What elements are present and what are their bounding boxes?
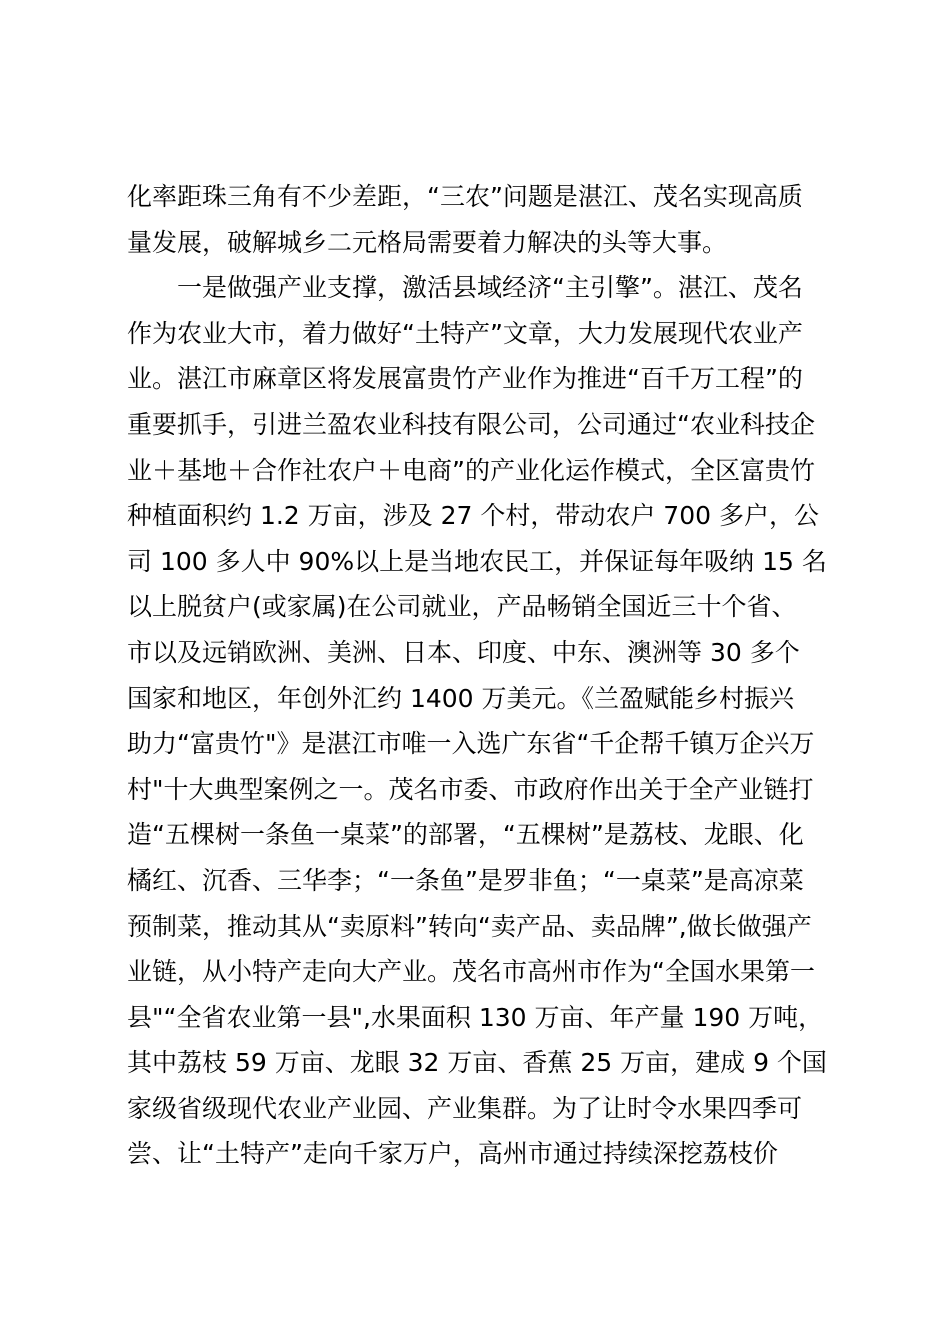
text-line: 业＋基地＋合作社农户＋电商”的产业化运作模式，全区富贵竹 (127, 455, 815, 485)
text-line: 市以及远销欧洲、美洲、日本、印度、中东、澳洲等 30 多个 (127, 637, 800, 667)
text-line: 司 100 多人中 90%以上是当地农民工，并保证每年吸纳 15 名 (127, 546, 827, 576)
text-line: 业。湛江市麻章区将发展富贵竹产业作为推进“百千万工程”的 (127, 364, 803, 394)
text-line: 作为农业大市，着力做好“土特产”文章，大力发展现代农业产 (127, 318, 803, 348)
text-line: 其中荔枝 59 万亩、龙眼 32 万亩、香蕉 25 万亩，建成 9 个国 (127, 1048, 827, 1078)
text-line: 村"十大典型案例之一。茂名市委、市政府作出关于全产业链打 (127, 774, 814, 804)
text-line: 县"“全省农业第一县",水果面积 130 万亩、年产量 190 万吨， (127, 1002, 824, 1032)
text-line: 造“五棵树一条鱼一桌菜”的部署，“五棵树”是荔枝、龙眼、化 (127, 820, 804, 850)
body-text (127, 174, 827, 1177)
text-line: 助力“富贵竹"》是湛江市唯一入选广东省“千企帮千镇万企兴万 (127, 729, 815, 759)
text-line: 预制菜，推动其从“卖原料”转向“卖产品、卖品牌”,做长做强产 (127, 911, 812, 941)
text-line: 国家和地区，年创外汇约 1400 万美元。《兰盈赋能乡村振兴 (127, 683, 795, 713)
text-line: 一是做强产业支撑，激活县域经济“主引擎”。湛江、茂名 (127, 273, 803, 303)
text-line: 化率距珠三角有不少差距，“三农”问题是湛江、茂名实现高质 (127, 182, 803, 211)
text-line: 橘红、沉香、三华李；“一条鱼”是罗非鱼；“一桌菜”是高凉菜 (127, 865, 804, 895)
text-line: 尝、让“土特产”走向千家万户，高州市通过持续深挖荔枝价 (127, 1139, 778, 1169)
text-line: 重要抓手，引进兰盈农业科技有限公司，公司通过“农业科技企 (127, 409, 815, 439)
text-line: 种植面积约 1.2 万亩，涉及 27 个村，带动农户 700 多户，公 (127, 501, 819, 531)
text-line: 家级省级现代农业产业园、产业集群。为了让时令水果四季可 (127, 1093, 803, 1123)
text-line: 业链，从小特产走向大产业。茂名市高州市作为“全国水果第一 (127, 957, 815, 987)
text-line: 量发展，破解城乡二元格局需要着力解决的头等大事。 (127, 227, 728, 257)
text-line: 以上脱贫户(或家属)在公司就业，产品畅销全国近三十个省、 (127, 592, 797, 622)
